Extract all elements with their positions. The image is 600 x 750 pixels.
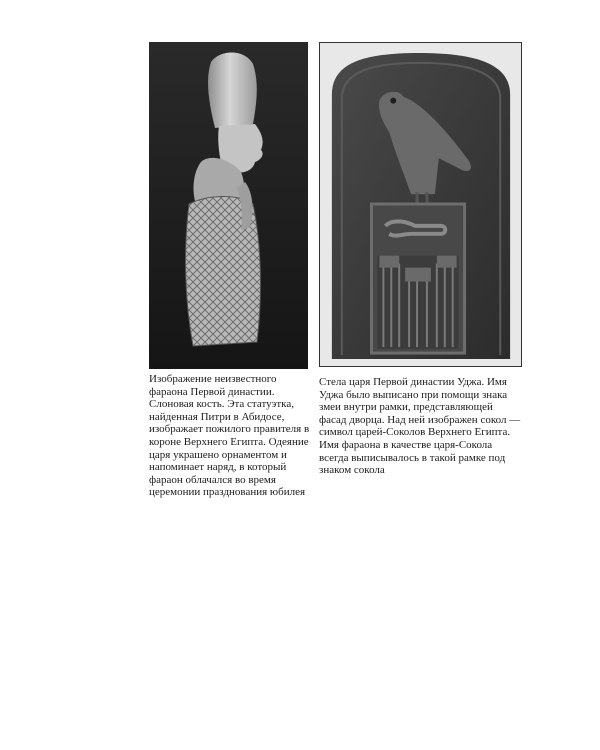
stela-illustration bbox=[320, 43, 521, 366]
statuette-caption bbox=[149, 373, 311, 499]
ivory-statuette-photo bbox=[149, 42, 308, 369]
stela-caption bbox=[319, 376, 523, 477]
stela-photo bbox=[319, 42, 522, 367]
stela-caption-text: Стела царя Первой династии Уджа. Имя Уджа было выписано при помощи знака змеи внутри рамки, представляющей фасад дворца. Над ней изображен сокол — символ царей-Соколов Верхнего Египта. Имя фараона в качестве царя-Сокола всегда выписывалось в такой рамке под знаком сокола bbox=[319, 376, 521, 477]
statuette-illustration bbox=[149, 42, 308, 369]
statuette-caption-text: Изображение неизвестного фараона Первой династии. Слоновая кость. Эта статуэтка, найденная Питри в Абидосе, изображает пожилого правителя в короне Верхнего Египта. Одеяние царя украшено орнаментом и напоминает наряд, в который фараон облачался во время церемонии празднования юбилея bbox=[149, 373, 310, 499]
